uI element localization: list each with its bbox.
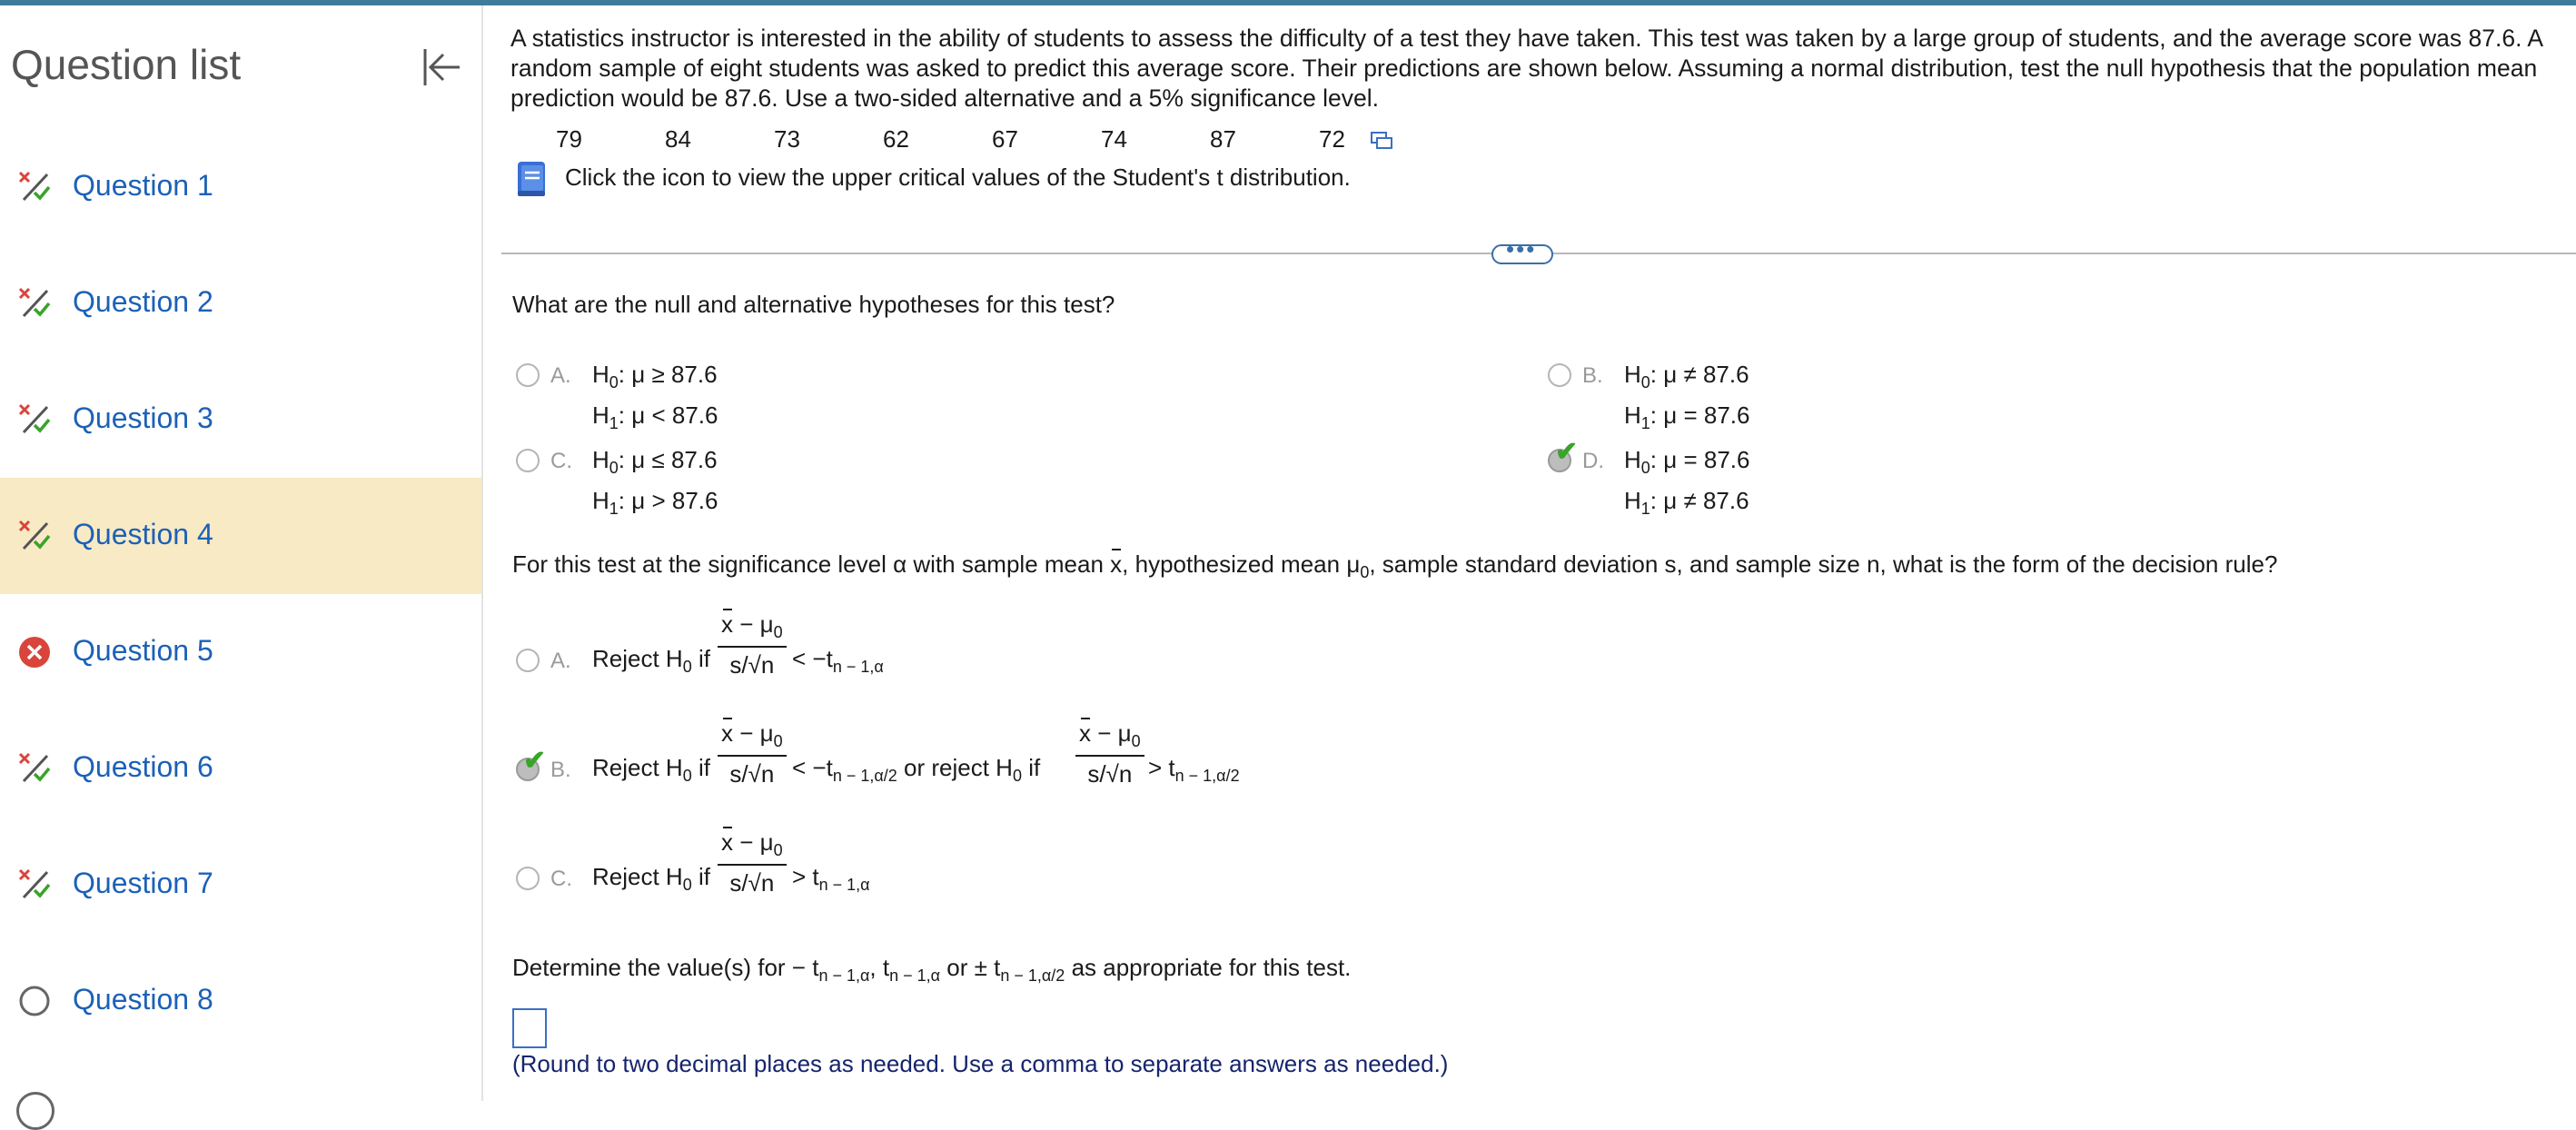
problem-statement: A statistics instructor is interested in the ability of students to assess the difficulty of a test they have taken. This test was taken by a large group of students, and the average score was 87.6. A random sample of eight students was asked to predict this average score. Their predictions are shown below. Assuming a normal distribution, test the null hypothesis that the population mean prediction would be 87.6. Use a two-sided alternative and a 5% significance level. [510,25,2542,112]
option-letter: C. [550,867,572,891]
option-letter: B. [1582,363,1603,388]
radio-rule-c[interactable] [516,867,540,890]
part3-question: Determine the value(s) for − $t_{n - 1,\alpha}$, $t_{n - 1,\alpha}$ or ± $t_{n - 1,\alpha/2}$ as appropriate for this test. [512,954,1352,985]
question-label: Question 1 [73,169,213,202]
question-list-sidebar [0,5,483,1101]
option-letter: D. [1582,449,1604,473]
hypothesis-option-d: $H_0$: μ = 87.6 $H_1$: μ ≠ 87.6 [1624,446,1750,518]
sidebar-item-question-3[interactable] [0,362,481,478]
test-statistic-fraction: $x - \mu_0$ s/√n [718,719,787,788]
question-label: Question 5 [73,634,213,667]
question-label: Question 2 [73,285,213,318]
rule-b-reject: Reject $H_0$ if [592,754,710,785]
partial-credit-icon [16,401,53,438]
option-letter: A. [550,363,571,388]
rule-a-relation: < $-t_{n - 1,\alpha}$ [792,645,884,676]
question-label: Question 8 [73,983,213,1016]
data-value: 74 [1101,125,1127,153]
partial-credit-icon [16,867,53,903]
part2-question: For this test at the significance level α with sample mean x, hypothesized mean $\mu_0$, sample standard deviation s, and sample size n, what is the form of the decision rule? [512,550,2278,581]
sidebar-item-question-1[interactable] [0,129,481,245]
copy-data-icon[interactable] [1370,131,1393,151]
unanswered-icon [16,983,53,1019]
critical-value-answer-input[interactable] [512,1008,547,1048]
partial-credit-icon [16,750,53,787]
correct-check-icon: ✔ [523,746,547,776]
part1-question: What are the null and alternative hypotheses for this test? [512,291,1115,318]
rule-c-reject: Reject $H_0$ if [592,863,710,894]
radio-option-b[interactable] [1548,363,1571,387]
data-value: 73 [774,125,800,153]
test-statistic-fraction: $x - \mu_0$ s/√n [718,610,787,679]
collapse-left-icon[interactable] [420,45,463,89]
test-statistic-fraction: $x - \mu_0$ s/√n [1075,719,1144,788]
data-value: 79 [556,125,582,153]
sidebar-item-question-7[interactable] [0,827,481,943]
radio-option-c[interactable] [516,449,540,472]
option-letter: B. [550,758,571,782]
option-letter: A. [550,649,571,673]
rule-c-relation: > $t_{n - 1,\alpha}$ [792,863,870,894]
question-label: Question 3 [73,401,213,434]
sidebar-item-question-2[interactable] [0,245,481,362]
correct-check-icon: ✔ [1555,437,1579,467]
question-label: Question 7 [73,867,213,899]
hypothesis-option-c: $H_0$: μ ≤ 87.6 $H_1$: μ > 87.6 [592,446,718,518]
sidebar-title: Question list [11,41,242,88]
question-label: Question 6 [73,750,213,783]
radio-option-a[interactable] [516,363,540,387]
hypothesis-option-a: $H_0$: μ ≥ 87.6 $H_1$: μ < 87.6 [592,361,718,432]
sidebar-item-question-4[interactable] [0,478,481,594]
incorrect-icon [16,634,53,670]
radio-rule-a[interactable] [516,649,540,672]
sidebar-item-question-6[interactable] [0,710,481,827]
data-value: 87 [1210,125,1236,153]
sidebar-item-question-5[interactable] [0,594,481,710]
data-value: 62 [883,125,909,153]
partial-credit-icon [16,518,53,554]
table-note: Click the icon to view the upper critical values of the Student's t distribution. [565,164,1351,191]
rule-b-relation-upper: > $t_{n - 1,\alpha/2}$ [1148,754,1240,785]
rule-a-reject: Reject $H_0$ if [592,645,710,676]
rule-b-relation-lower: < $-t_{n - 1,\alpha/2}$ or reject $H_0$ if [792,754,1041,785]
test-statistic-fraction: $x - \mu_0$ s/√n [718,828,787,897]
data-value: 84 [665,125,691,153]
option-letter: C. [550,449,572,473]
sidebar-item-question-8[interactable] [0,943,481,1059]
hypothesis-option-b: $H_0$: μ ≠ 87.6 $H_1$: μ = 87.6 [1624,361,1750,432]
question-panel [483,5,2576,1101]
data-value: 72 [1319,125,1345,153]
answer-hint: (Round to two decimal places as needed. Use a comma to separate answers as needed.) [512,1050,1449,1077]
unanswered-icon [16,1092,54,1130]
expand-more-button[interactable]: ••• [1491,244,1553,264]
book-icon[interactable] [514,160,549,198]
question-label: Question 4 [73,518,213,550]
partial-credit-icon [16,285,53,322]
data-value: 67 [992,125,1018,153]
partial-credit-icon [16,169,53,205]
